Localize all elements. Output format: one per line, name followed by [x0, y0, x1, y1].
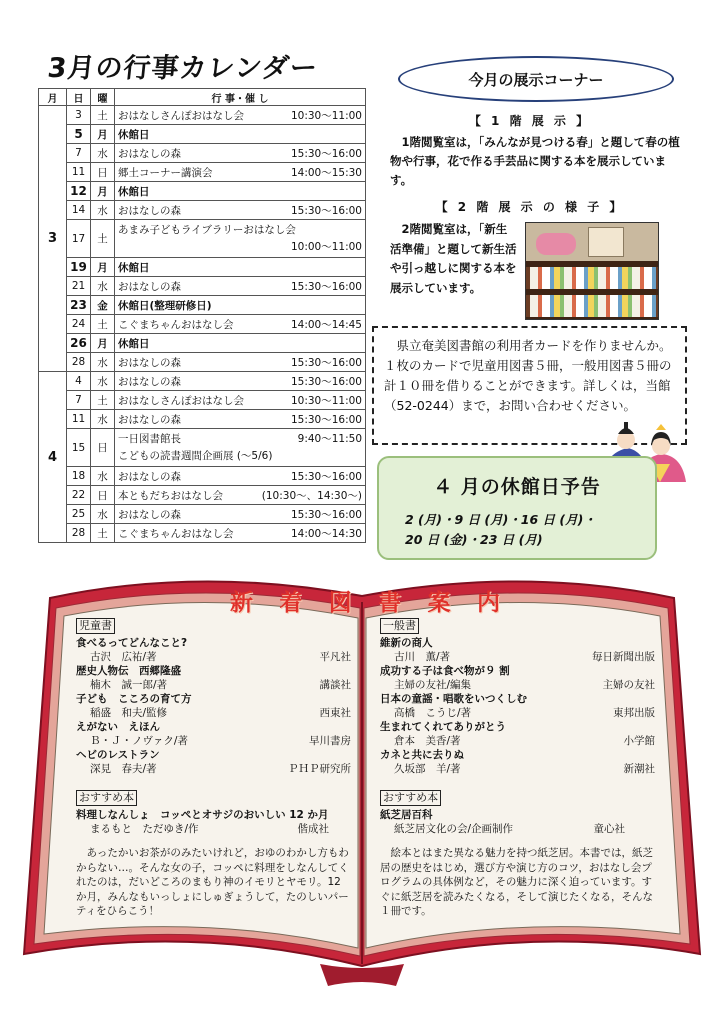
calendar-event-cell — [115, 182, 366, 201]
calendar-day-cell: 26 — [67, 334, 91, 353]
calendar-weekday-cell: 水 — [91, 201, 115, 220]
general-recommend-title: 紙芝居百科 — [380, 809, 433, 821]
calendar-day-cell: 7 — [67, 144, 91, 163]
book-publisher: 講談社 — [319, 679, 351, 691]
book-author: 深見 春夫/著 — [90, 763, 157, 775]
calendar-month-cell: 4 — [39, 372, 67, 543]
floor2-heading: 【 2 階 展 示 の 様 子 】 — [435, 200, 625, 214]
calendar-row — [39, 524, 366, 543]
book-meta — [380, 678, 655, 692]
event-name: 休館日 — [118, 185, 150, 198]
event-entry — [118, 488, 362, 503]
event-name: おはなしの森 — [118, 147, 181, 160]
book-title: 子ども こころの育て方 — [76, 693, 192, 705]
calendar-event-cell — [115, 277, 366, 296]
calendar-weekday-cell: 月 — [91, 125, 115, 144]
new-books-title-char: 新 — [230, 590, 253, 616]
book-meta — [76, 762, 351, 776]
event-line — [118, 431, 362, 448]
calendar-row — [39, 220, 366, 258]
calendar-row — [39, 353, 366, 372]
calendar-weekday-cell: 日 — [91, 163, 115, 182]
event-entry — [118, 146, 362, 161]
calendar-event-cell — [115, 429, 366, 467]
childrens-recommend-text: あったかいお茶がのみたいけれど，おゆのわかし方もわからない…。そんな女の子，コッペに料理をしなんしてくれたのは，だいどころのまもり神のイモリとヤモリ。12 か月，みんなもいっしょにしゅぎょうして，たのしいパーティをひらこう！ — [76, 847, 349, 917]
calendar-row — [39, 125, 366, 144]
book-item — [380, 720, 655, 748]
calendar-month-cell: 3 — [39, 106, 67, 372]
calendar-event-cell — [115, 486, 366, 505]
calendar-event-cell — [115, 410, 366, 429]
event-time: 10:30～11:00 — [290, 394, 362, 407]
floor1-text: 1階閲覧室は，「みんなが見つける春」と題して春の植物や行事，花で作る手芸品に関する本を展示しています。 — [390, 135, 680, 187]
event-time: 15:30～16:00 — [290, 204, 362, 217]
calendar-day-cell: 11 — [67, 410, 91, 429]
calendar-day-cell: 17 — [67, 220, 91, 258]
book-author: 古沢 広祐/著 — [90, 651, 157, 663]
event-name: 休館日 — [118, 337, 150, 350]
book-author: Ｂ・Ｊ・ノヴァク/著 — [90, 735, 188, 747]
event-time: 15:30～16:00 — [290, 356, 362, 369]
new-books-title-char: 着 — [279, 590, 303, 616]
header-day: 日 — [67, 89, 91, 106]
book-publisher: 偕成社 — [297, 823, 329, 835]
event-entry — [118, 298, 362, 313]
calendar-body — [39, 106, 366, 543]
book-publisher: 西東社 — [319, 707, 351, 719]
calendar-weekday-cell: 水 — [91, 410, 115, 429]
closed-days-list — [405, 510, 645, 550]
calendar-day-cell: 15 — [67, 429, 91, 467]
calendar-day-cell: 25 — [67, 505, 91, 524]
calendar-weekday-cell: 土 — [91, 315, 115, 334]
calendar-weekday-cell: 日 — [91, 486, 115, 505]
event-entry — [118, 526, 362, 541]
calendar-weekday-cell: 土 — [91, 391, 115, 410]
calendar-event-cell — [115, 391, 366, 410]
new-books-title-char: 内 — [476, 590, 500, 616]
book-item — [76, 720, 351, 748]
calendar-weekday-cell: 土 — [91, 220, 115, 258]
calendar-row — [39, 296, 366, 315]
event-calendar-table — [38, 88, 366, 543]
event-time: 9:40～11:50 — [297, 432, 362, 445]
event-entry — [118, 393, 362, 408]
new-books-title-char: 案 — [427, 590, 451, 616]
calendar-day-cell: 3 — [67, 106, 91, 125]
childrens-recommend-label: おすすめ本 — [76, 790, 137, 806]
calendar-event-cell — [115, 125, 366, 144]
book-title: 維新の商人 — [380, 637, 433, 649]
event-name: 休館日(整理研修日) — [118, 299, 212, 312]
childrens-books-page — [76, 618, 351, 944]
header-weekday: 曜 — [91, 89, 115, 106]
book-title: ヘビのレストラン — [76, 749, 160, 761]
book-publisher: 毎日新聞出版 — [592, 651, 655, 663]
calendar-day-cell: 24 — [67, 315, 91, 334]
calendar-row — [39, 315, 366, 334]
event-entry — [118, 431, 362, 465]
book-publisher: 平凡社 — [319, 651, 351, 663]
book-title: 日本の童謡・唱歌をいつくしむ — [380, 693, 527, 705]
book-item — [76, 748, 351, 776]
childrens-recommend-meta — [76, 822, 351, 836]
childrens-books-label: 児童書 — [76, 618, 115, 634]
calendar-event-cell — [115, 163, 366, 182]
event-name: 郷土コーナー講演会 — [118, 166, 213, 179]
calendar-row — [39, 505, 366, 524]
book-meta — [76, 706, 351, 720]
book-author: 久坂部 羊/著 — [394, 763, 461, 775]
event-time: 15:30～16:00 — [290, 375, 362, 388]
book-publisher: 新潮社 — [623, 763, 655, 775]
book-meta — [76, 734, 351, 748]
calendar-event-cell — [115, 505, 366, 524]
book-author: 楠木 誠一郎/著 — [90, 679, 168, 691]
book-item — [76, 664, 351, 692]
floor2-text: 2階閲覧室は，「新生活準備」と題して新生活や引っ越しに関する本を展示しています。 — [390, 222, 517, 295]
calendar-row — [39, 201, 366, 220]
calendar-weekday-cell: 月 — [91, 334, 115, 353]
book-title: カネと共に去りぬ — [380, 749, 464, 761]
general-books-list — [380, 636, 655, 776]
event-entry — [118, 469, 362, 484]
calendar-row — [39, 334, 366, 353]
book-publisher: 小学館 — [623, 735, 655, 747]
book-publisher: 童心社 — [593, 823, 625, 835]
calendar-event-cell — [115, 201, 366, 220]
new-books-title-char: 書 — [378, 590, 402, 616]
closed-days-line1: 2 (月)・9 日 (月)・16 日 (月)・ — [405, 512, 596, 527]
book-item — [380, 636, 655, 664]
event-entry — [118, 279, 362, 294]
event-entry — [118, 127, 362, 142]
event-entry — [118, 184, 362, 199]
calendar-day-cell: 11 — [67, 163, 91, 182]
event-entry — [118, 374, 362, 389]
floor1-heading: 【 1 階 展 示 】 — [468, 114, 592, 128]
calendar-day-cell: 4 — [67, 372, 91, 391]
event-name: おはなしの森 — [118, 280, 181, 293]
calendar-row — [39, 163, 366, 182]
book-title: 生まれてくれてありがとう — [380, 721, 506, 733]
event-entry — [118, 260, 362, 275]
event-entry — [118, 222, 362, 256]
exhibit-shelf-photo — [525, 222, 659, 320]
event-name: おはなしさんぽおはなし会 — [118, 109, 244, 122]
event-entry — [118, 317, 362, 332]
event-entry — [118, 355, 362, 370]
calendar-day-cell: 19 — [67, 258, 91, 277]
calendar-event-cell — [115, 372, 366, 391]
calendar-event-cell — [115, 334, 366, 353]
book-meta — [380, 706, 655, 720]
event-time: 10:00～11:00 — [290, 240, 362, 253]
calendar-event-cell — [115, 315, 366, 334]
book-author: 高橋 こうじ/著 — [394, 707, 472, 719]
event-name: こぐまちゃんおはなし会 — [118, 318, 234, 331]
calendar-row — [39, 429, 366, 467]
calendar-row — [39, 144, 366, 163]
event-name: おはなしの森 — [118, 413, 181, 426]
calendar-weekday-cell: 水 — [91, 353, 115, 372]
calendar-weekday-cell: 水 — [91, 277, 115, 296]
book-item — [380, 748, 655, 776]
book-publisher: ＰＨＰ研究所 — [288, 763, 351, 775]
event-time: 15:30～16:00 — [290, 470, 362, 483]
calendar-weekday-cell: 金 — [91, 296, 115, 315]
book-publisher: 主婦の友社 — [602, 679, 655, 691]
childrens-books-list — [76, 636, 351, 776]
event-entry — [118, 412, 362, 427]
calendar-day-cell: 28 — [67, 524, 91, 543]
book-author: 紙芝居文化の会/企画制作 — [394, 823, 514, 835]
event-time: 15:30～16:00 — [290, 413, 362, 426]
event-time: 15:30～16:00 — [290, 147, 362, 160]
book-title: えがない えほん — [76, 721, 160, 733]
event-name: あまみ子どもライブラリーおはなし会 — [118, 223, 296, 236]
new-books-title — [230, 584, 500, 617]
book-meta — [380, 762, 655, 776]
calendar-weekday-cell: 土 — [91, 524, 115, 543]
event-name: おはなしの森 — [118, 470, 181, 483]
event-subtitle: こどもの読書週間企画展 (～5/6) — [118, 449, 273, 462]
general-recommend-text: 絵本とはまた異なる魅力を持つ紙芝居。本書では，紙芝居の歴史をはじめ，選び方や演じ方のコツ，おはなし会プログラムの具体例など，その魅力に深く迫っています。すぐに紙芝居を読みたくなる，そして演じたくなる，そんな１冊です。 — [380, 847, 653, 917]
closed-days-box — [377, 456, 657, 560]
calendar-title: 3月の行事カレンダー — [46, 53, 320, 84]
calendar-day-cell: 21 — [67, 277, 91, 296]
event-name: 一日図書館長 — [118, 432, 181, 445]
header-month: 月 — [39, 89, 67, 106]
calendar-weekday-cell: 水 — [91, 372, 115, 391]
book-meta — [76, 678, 351, 692]
calendar-row — [39, 277, 366, 296]
calendar-weekday-cell: 日 — [91, 429, 115, 467]
book-author: 古川 薫/著 — [394, 651, 451, 663]
calendar-day-cell: 22 — [67, 486, 91, 505]
calendar-row — [39, 182, 366, 201]
calendar-event-cell — [115, 220, 366, 258]
book-publisher: 東邦出版 — [613, 707, 655, 719]
general-recommend-label: おすすめ本 — [380, 790, 441, 806]
event-name: 休館日 — [118, 128, 150, 141]
event-entry — [118, 108, 362, 123]
calendar-weekday-cell: 水 — [91, 505, 115, 524]
closed-days-title: ４ 月の休館日予告 — [433, 476, 601, 498]
book-publisher: 早川書房 — [309, 735, 351, 747]
event-name: おはなしの森 — [118, 204, 181, 217]
calendar-header-row — [39, 89, 366, 106]
calendar-weekday-cell: 土 — [91, 106, 115, 125]
calendar-day-cell: 12 — [67, 182, 91, 201]
book-item — [380, 692, 655, 720]
book-meta — [380, 734, 655, 748]
event-name: おはなしの森 — [118, 508, 181, 521]
event-name: おはなしの森 — [118, 356, 181, 369]
calendar-event-cell — [115, 353, 366, 372]
general-recommend-meta — [380, 822, 655, 836]
calendar-row — [39, 106, 366, 125]
calendar-day-cell: 5 — [67, 125, 91, 144]
book-item — [76, 636, 351, 664]
calendar-row — [39, 372, 366, 391]
book-author: まるもと ただゆき/作 — [90, 823, 199, 835]
calendar-event-cell — [115, 524, 366, 543]
calendar-event-cell — [115, 467, 366, 486]
calendar-day-cell: 14 — [67, 201, 91, 220]
header-event: 行 事・催 し — [115, 89, 366, 106]
childrens-recommend-title: 料理しなんしょ コッペとオサジのおいしい 12 か月 — [76, 809, 329, 821]
book-author: 主婦の友社/編集 — [394, 679, 472, 691]
calendar-day-cell: 23 — [67, 296, 91, 315]
exhibit-corner-title: 今月の展示コーナー — [398, 56, 674, 102]
event-time: 14:00～15:30 — [290, 166, 362, 179]
event-entry — [118, 507, 362, 522]
calendar-row — [39, 258, 366, 277]
book-author: 倉本 美香/著 — [394, 735, 461, 747]
event-entry — [118, 336, 362, 351]
new-books-title-char: 図 — [328, 590, 352, 616]
event-entry — [118, 203, 362, 218]
calendar-event-cell — [115, 144, 366, 163]
event-name: おはなしの森 — [118, 375, 181, 388]
calendar-weekday-cell: 水 — [91, 467, 115, 486]
book-item — [76, 692, 351, 720]
event-name: こぐまちゃんおはなし会 — [118, 527, 234, 540]
book-meta — [380, 650, 655, 664]
calendar-weekday-cell: 月 — [91, 182, 115, 201]
calendar-day-cell: 18 — [67, 467, 91, 486]
book-meta — [76, 650, 351, 664]
calendar-row — [39, 391, 366, 410]
calendar-day-cell: 7 — [67, 391, 91, 410]
general-books-label: 一般書 — [380, 618, 419, 634]
calendar-weekday-cell: 水 — [91, 144, 115, 163]
calendar-weekday-cell: 月 — [91, 258, 115, 277]
event-name: 本ともだちおはなし会 — [118, 489, 223, 502]
closed-days-line2: 20 日 (金)・23 日 (月) — [405, 532, 543, 547]
book-item — [380, 664, 655, 692]
event-time: (10:30～、14:30～) — [261, 489, 362, 502]
event-time: 10:30～11:00 — [290, 109, 362, 122]
event-time: 15:30～16:00 — [290, 280, 362, 293]
calendar-row — [39, 410, 366, 429]
event-time: 14:00～14:45 — [290, 318, 362, 331]
book-author: 稲盛 和夫/監修 — [90, 707, 168, 719]
calendar-row — [39, 486, 366, 505]
book-title: 食べるってどんなこと? — [76, 637, 188, 649]
calendar-row — [39, 467, 366, 486]
calendar-event-cell — [115, 106, 366, 125]
event-time: 14:00～14:30 — [290, 527, 362, 540]
calendar-day-cell: 28 — [67, 353, 91, 372]
book-title: 歴史人物伝 西郷隆盛 — [76, 665, 181, 677]
event-time: 15:30～16:00 — [290, 508, 362, 521]
book-title: 成功する子は食べ物が９ 割 — [380, 665, 510, 677]
event-name: おはなしさんぽおはなし会 — [118, 394, 244, 407]
library-card-notice: 県立奄美図書館の利用者カードを作りませんか。１枚のカードで児童用図書５冊，一般用図書５冊の計１０冊を借りることができます。詳しくは，当館（52-0244）まで，お問い合わせください。 — [372, 326, 687, 445]
calendar-event-cell — [115, 258, 366, 277]
event-name: 休館日 — [118, 261, 150, 274]
event-entry — [118, 165, 362, 180]
calendar-event-cell — [115, 296, 366, 315]
general-books-page — [380, 618, 655, 944]
